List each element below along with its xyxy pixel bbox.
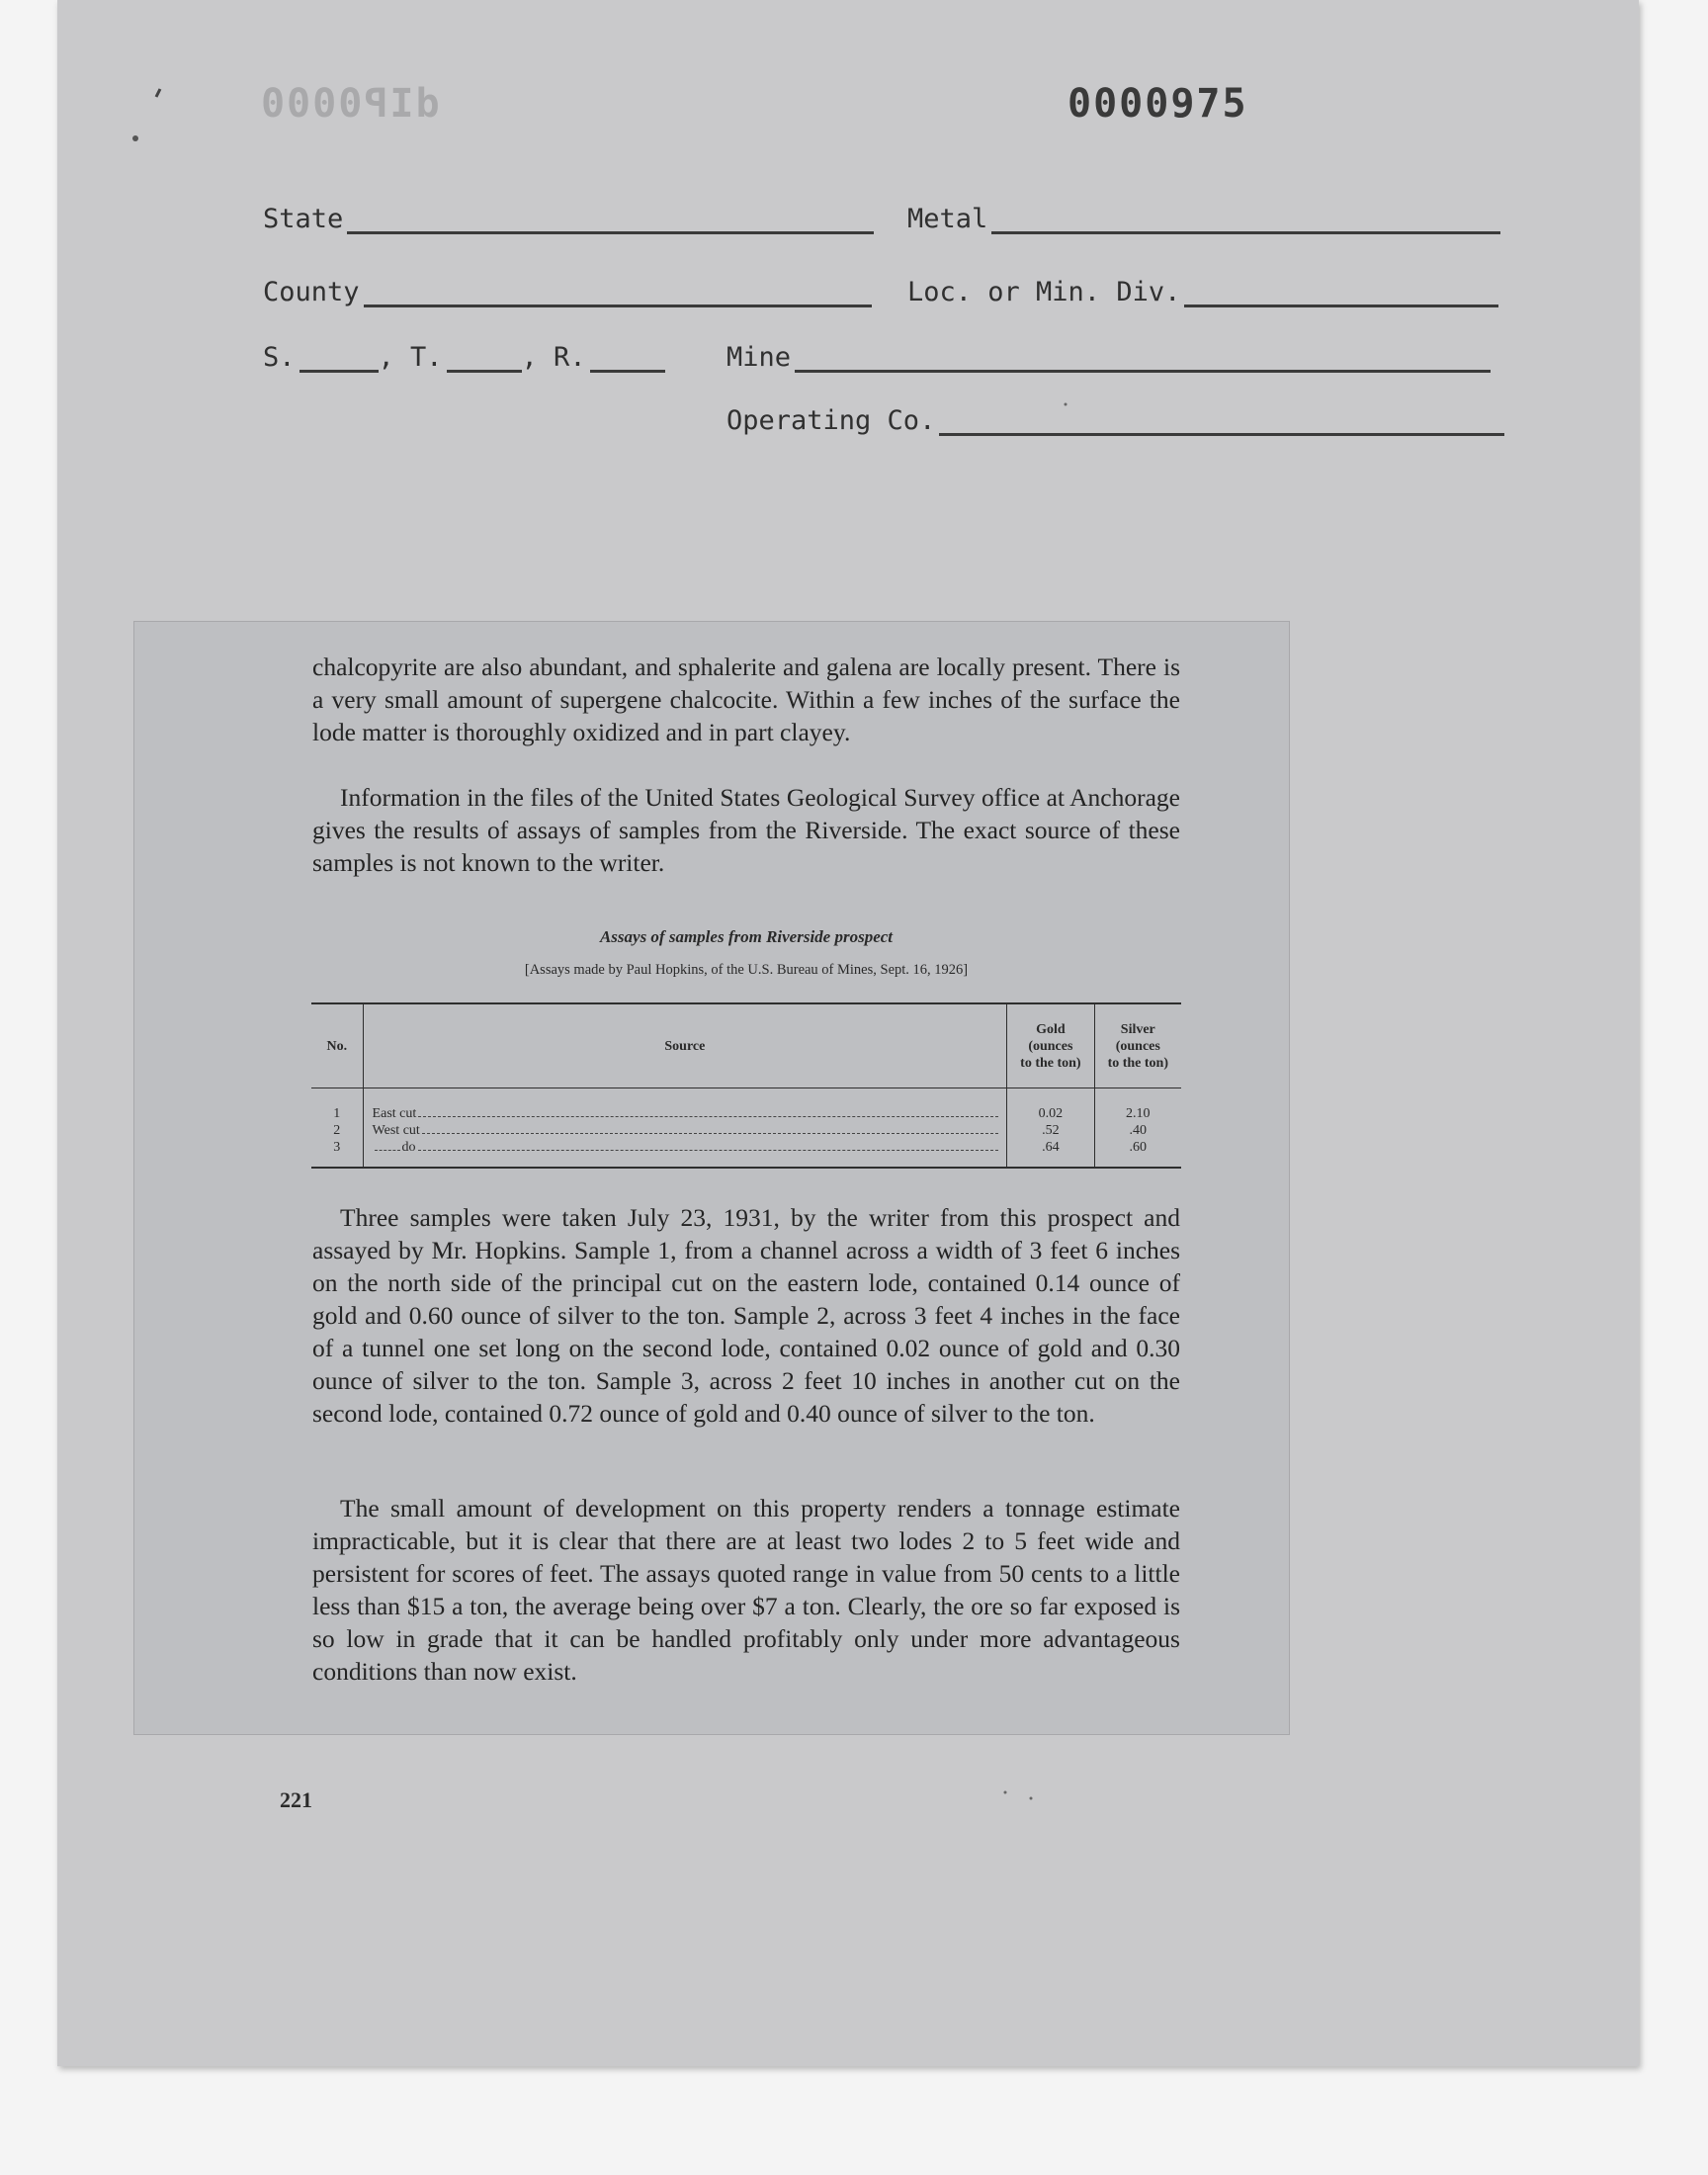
row-2-source-text: West cut — [372, 1123, 420, 1138]
header-silver-line-3: to the ton) — [1107, 1055, 1168, 1071]
table-row — [311, 1088, 1181, 1123]
paragraph-conclusion: The small amount of development on this property renders a tonnage estimate impracticable, but it is clear that there are at least two lodes 2 to 5 feet wide and persistent for scores of feet. The assays quoted range in value from 50 cents to a little less than $15 a ton, the average being over $7 a ton. Clearly, the ore so far exposed is so low in grade that it can be handled profitably only under more advantageous conditions than now exist. — [312, 1494, 1180, 1686]
row-1-silver: 2.10 — [1094, 1088, 1181, 1123]
header-silver-line-1: Silver — [1120, 1021, 1155, 1037]
metal-label: Metal — [907, 204, 988, 234]
r-blank-line — [590, 346, 665, 373]
t-label: , T. — [378, 342, 443, 373]
county-field — [263, 277, 872, 307]
row-2-silver: .40 — [1094, 1122, 1181, 1139]
header-silver — [1094, 1003, 1181, 1088]
table-title: Assays of samples from Riverside prospect — [599, 927, 894, 946]
operating-co-label: Operating Co. — [726, 405, 936, 436]
county-blank-line — [364, 281, 872, 307]
row-2-gold: .52 — [1007, 1122, 1094, 1139]
paragraph-mineralization: chalcopyrite are also abundant, and sphalerite and galena are locally present. There is a very small amount of supergene chalcocite. Within a few inches of the surface the lode matter is thoroughly oxidized and in part clayey. — [312, 652, 1180, 746]
loc-field — [907, 277, 1498, 307]
leader-dots — [375, 1150, 400, 1151]
r-label: , R. — [521, 342, 586, 373]
row-2-no: 2 — [333, 1123, 341, 1138]
county-label: County — [263, 277, 360, 307]
row-3-gold: .64 — [1007, 1139, 1094, 1168]
operating-co-field — [726, 405, 1504, 436]
pasted-clipping — [133, 621, 1290, 1735]
leader-dots — [422, 1133, 998, 1134]
document-number-stamp: 0000975 — [1068, 81, 1248, 127]
table-row — [311, 1139, 1181, 1168]
header-silver-line-2: (ounces — [1115, 1038, 1160, 1054]
header-gold-line-3: to the ton) — [1020, 1055, 1081, 1071]
loc-label: Loc. or Min. Div. — [907, 277, 1181, 307]
row-3-no: 3 — [333, 1140, 341, 1155]
row-1-no: 1 — [333, 1106, 341, 1121]
header-no: No. — [311, 1003, 363, 1088]
mine-field — [726, 342, 1491, 373]
page-number: 221 — [280, 1787, 312, 1812]
paragraph-samples: Three samples were taken July 23, 1931, by the writer from this prospect and assayed by Mr. Hopkins. Sample 1, from a channel across a width of 3 feet 6 inches on the north side of the principal cut on the eastern lode, contained 0.14 ounce of gold and 0.60 ounce of silver to the ton. Sample 2, across 3 feet 4 inches in the face of a tunnel one set long on the second lode, contained 0.02 ounce of gold and 0.30 ounce of silver to the ton. Sample 3, across 2 feet 10 inches in another cut on the second lode, contained 0.72 ounce of gold and 0.40 ounce of silver to the ton. — [312, 1203, 1180, 1428]
s-blank-line — [299, 346, 379, 373]
leader-dots — [418, 1116, 998, 1117]
header-gold-line-1: Gold — [1036, 1021, 1066, 1037]
t-blank-line — [447, 346, 522, 373]
row-1-source-text: East cut — [372, 1106, 417, 1121]
row-1-source — [363, 1088, 1007, 1123]
metal-blank-line — [991, 208, 1500, 234]
paragraph-information: Information in the files of the United States Geological Survey office at Anchorage gives the results of assays of samples from the Riverside. The exact source of these samples is not known to the writer. — [312, 783, 1180, 877]
state-blank-line — [347, 208, 874, 234]
metal-field — [907, 204, 1500, 234]
header-source: Source — [363, 1003, 1007, 1088]
ghost-stamp-number: dIP0000 — [259, 81, 440, 127]
s-label: S. — [263, 342, 296, 373]
state-label: State — [263, 204, 344, 234]
operating-co-blank-line — [939, 409, 1504, 436]
row-3-silver: .60 — [1094, 1139, 1181, 1168]
mine-label: Mine — [726, 342, 792, 373]
header-gold — [1007, 1003, 1094, 1088]
str-field — [263, 342, 665, 373]
header-gold-line-2: (ounces — [1028, 1038, 1073, 1054]
leader-dots — [418, 1150, 999, 1151]
row-3-source — [363, 1139, 1007, 1168]
table-row — [311, 1122, 1181, 1139]
row-2-source — [363, 1122, 1007, 1139]
loc-blank-line — [1184, 281, 1498, 307]
assay-table — [311, 1002, 1181, 1169]
table-header-row — [311, 1003, 1181, 1088]
row-1-gold: 0.02 — [1007, 1088, 1094, 1123]
state-field — [263, 204, 874, 234]
row-3-source-text: do — [401, 1140, 416, 1155]
mine-blank-line — [795, 346, 1491, 373]
table-subtitle: [Assays made by Paul Hopkins, of the U.S. Bureau of Mines, Sept. 16, 1926] — [524, 962, 969, 978]
